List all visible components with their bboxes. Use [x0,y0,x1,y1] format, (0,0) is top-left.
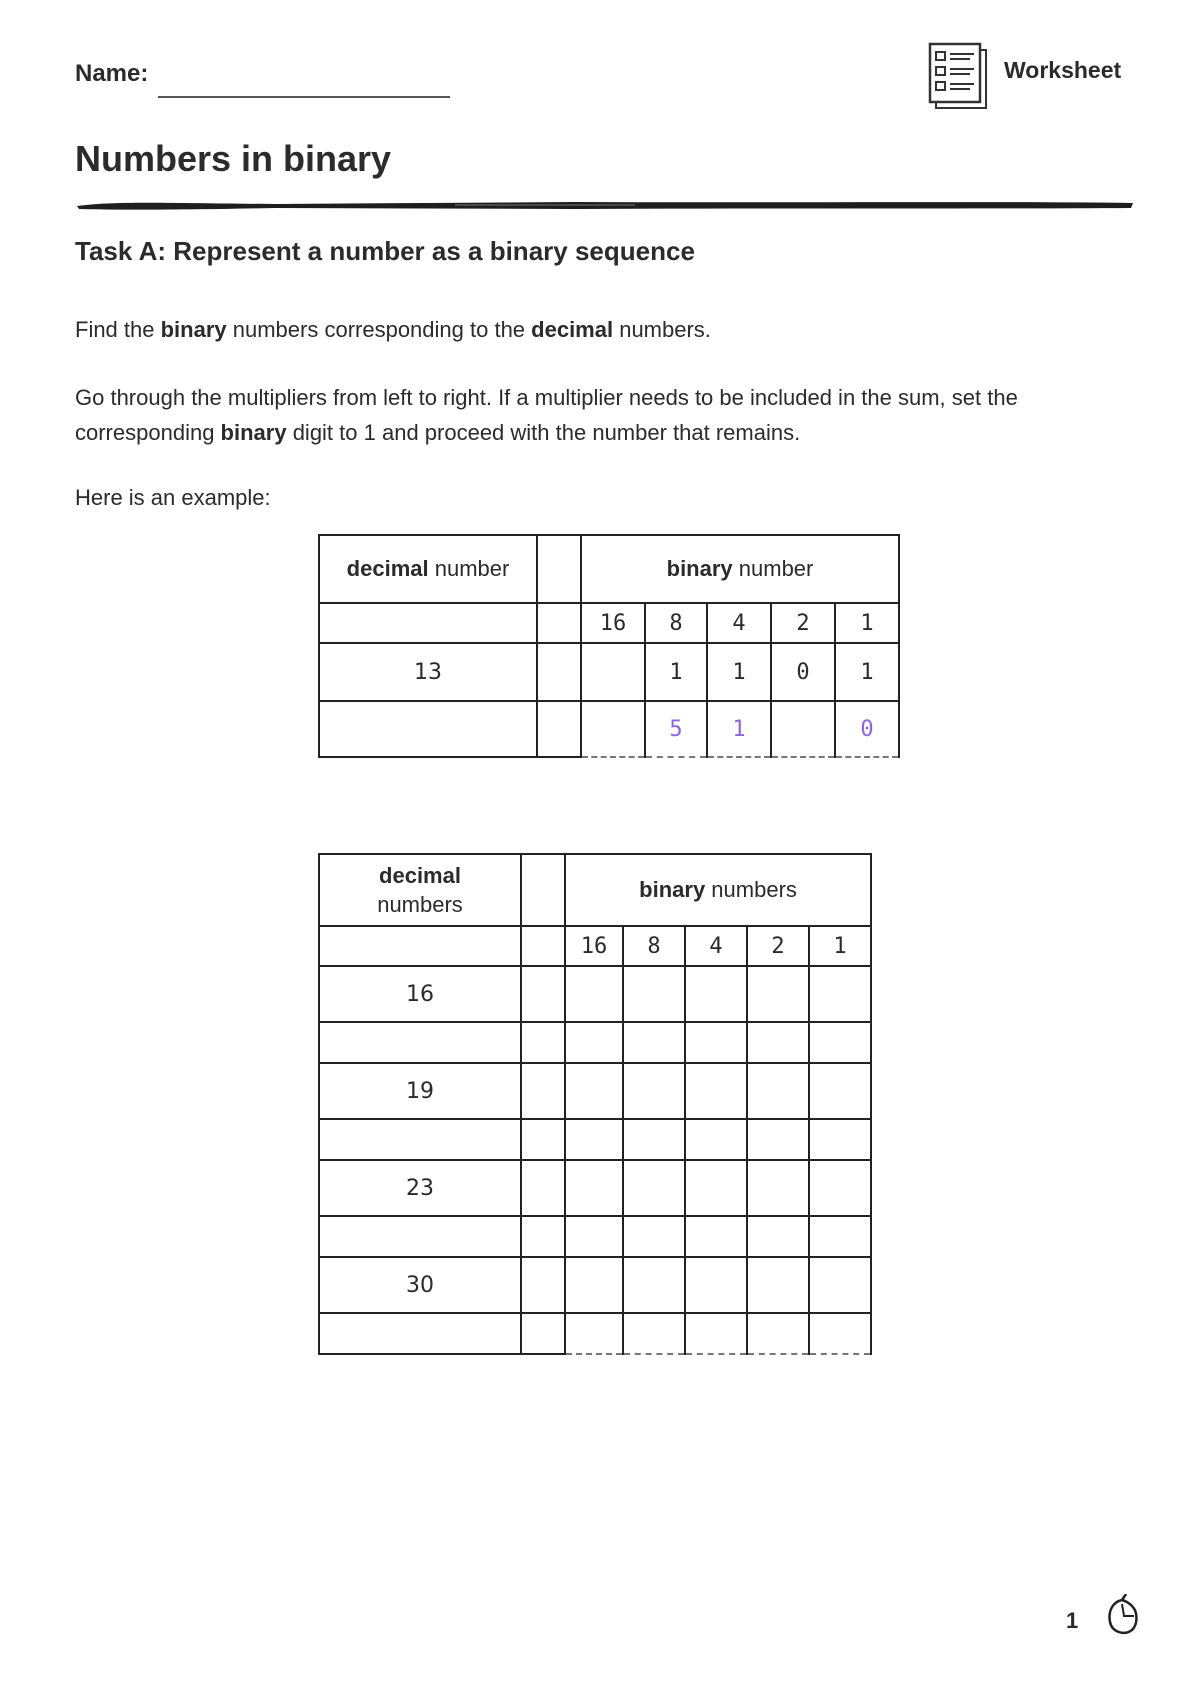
bit-answer-cell[interactable] [747,1160,809,1216]
bit-answer-cell[interactable] [809,1257,871,1313]
example-intro: Here is an example: [75,485,271,510]
bit-answer-cell[interactable] [809,966,871,1022]
multiplier-2: 2 [747,926,809,966]
instruction-2: Go through the multipliers from left to right. If a multiplier needs to be included in the sum, set the corresponding binary digit to 1 and proceed with the number that remains. [75,385,1018,445]
example-table [318,534,900,758]
bit-answer-cell[interactable] [747,1063,809,1119]
bit-answer-cell[interactable] [747,1257,809,1313]
remainder-answer-cell[interactable] [685,1119,747,1160]
gap-cell [521,1119,565,1160]
multiplier-2: 2 [771,603,835,643]
bit-answer-cell[interactable] [623,966,685,1022]
multiplier-1: 1 [835,603,899,643]
decimal-value: 23 [319,1160,521,1216]
worksheet-icon [926,40,990,112]
remainder-answer-cell[interactable] [809,1216,871,1257]
page-title: Numbers in binary [75,138,392,179]
remainder-cell: 1 [707,701,771,757]
remainder-cell [581,701,645,757]
gap-cell [537,535,581,603]
brush-divider [75,198,1135,212]
gap-cell [537,701,581,757]
practice-table [318,853,872,1355]
bit-cell: 1 [835,643,899,701]
gap-cell [521,854,565,926]
gap-cell [521,1063,565,1119]
multiplier-4: 4 [707,603,771,643]
bit-answer-cell[interactable] [565,966,623,1022]
bit-answer-cell[interactable] [809,1063,871,1119]
bit-cell [581,643,645,701]
empty-cell [319,1216,521,1257]
decimal-header: decimal number [319,535,537,603]
multiplier-1: 1 [809,926,871,966]
gap-cell [521,1257,565,1313]
bit-cell: 1 [707,643,771,701]
remainder-answer-cell[interactable] [747,1313,809,1354]
remainder-answer-cell[interactable] [623,1119,685,1160]
instruction-1: Find the binary numbers corresponding to the decimal numbers. [75,317,711,342]
decimal-value: 19 [319,1063,521,1119]
bit-answer-cell[interactable] [623,1160,685,1216]
bit-answer-cell[interactable] [685,1063,747,1119]
decimal-header: decimal numbers [319,854,521,926]
multiplier-16: 16 [565,926,623,966]
task-title: Task A: Represent a number as a binary sequence [75,236,695,266]
multiplier-4: 4 [685,926,747,966]
decimal-value: 30 [319,1257,521,1313]
remainder-answer-cell[interactable] [565,1022,623,1063]
bit-answer-cell[interactable] [623,1063,685,1119]
gap-cell [537,603,581,643]
remainder-answer-cell[interactable] [747,1119,809,1160]
decimal-value: 16 [319,966,521,1022]
bit-cell: 0 [771,643,835,701]
multiplier-8: 8 [645,603,707,643]
binary-header: binary numbers [565,854,871,926]
remainder-cell: 0 [835,701,899,757]
empty-cell [319,1119,521,1160]
remainder-answer-cell[interactable] [565,1313,623,1354]
remainder-answer-cell[interactable] [565,1216,623,1257]
remainder-answer-cell[interactable] [809,1022,871,1063]
name-line[interactable] [158,96,450,98]
multiplier-16: 16 [581,603,645,643]
bit-answer-cell[interactable] [685,1257,747,1313]
remainder-answer-cell[interactable] [685,1313,747,1354]
name-label: Name: [75,60,149,87]
remainder-answer-cell[interactable] [809,1119,871,1160]
remainder-answer-cell[interactable] [809,1313,871,1354]
gap-cell [537,643,581,701]
empty-cell [319,603,537,643]
bit-answer-cell[interactable] [565,1160,623,1216]
worksheet-label: Worksheet [1004,57,1122,83]
remainder-answer-cell[interactable] [623,1022,685,1063]
mouse-logo-icon [1104,1594,1140,1638]
gap-cell [521,926,565,966]
remainder-answer-cell[interactable] [685,1216,747,1257]
multiplier-8: 8 [623,926,685,966]
empty-cell [319,701,537,757]
bit-answer-cell[interactable] [685,1160,747,1216]
decimal-value: 13 [319,643,537,701]
remainder-answer-cell[interactable] [747,1022,809,1063]
bit-answer-cell[interactable] [623,1257,685,1313]
bit-answer-cell[interactable] [747,966,809,1022]
gap-cell [521,1313,565,1354]
gap-cell [521,1160,565,1216]
remainder-answer-cell[interactable] [565,1119,623,1160]
bit-answer-cell[interactable] [685,966,747,1022]
remainder-cell: 5 [645,701,707,757]
binary-header: binary number [581,535,899,603]
bit-answer-cell[interactable] [565,1257,623,1313]
remainder-answer-cell[interactable] [623,1216,685,1257]
gap-cell [521,966,565,1022]
remainder-answer-cell[interactable] [747,1216,809,1257]
bit-answer-cell[interactable] [809,1160,871,1216]
gap-cell [521,1022,565,1063]
gap-cell [521,1216,565,1257]
remainder-answer-cell[interactable] [685,1022,747,1063]
remainder-answer-cell[interactable] [623,1313,685,1354]
page-number: 1 [1066,1608,1079,1633]
bit-cell: 1 [645,643,707,701]
empty-cell [319,926,521,966]
remainder-cell [771,701,835,757]
bit-answer-cell[interactable] [565,1063,623,1119]
empty-cell [319,1022,521,1063]
empty-cell [319,1313,521,1354]
